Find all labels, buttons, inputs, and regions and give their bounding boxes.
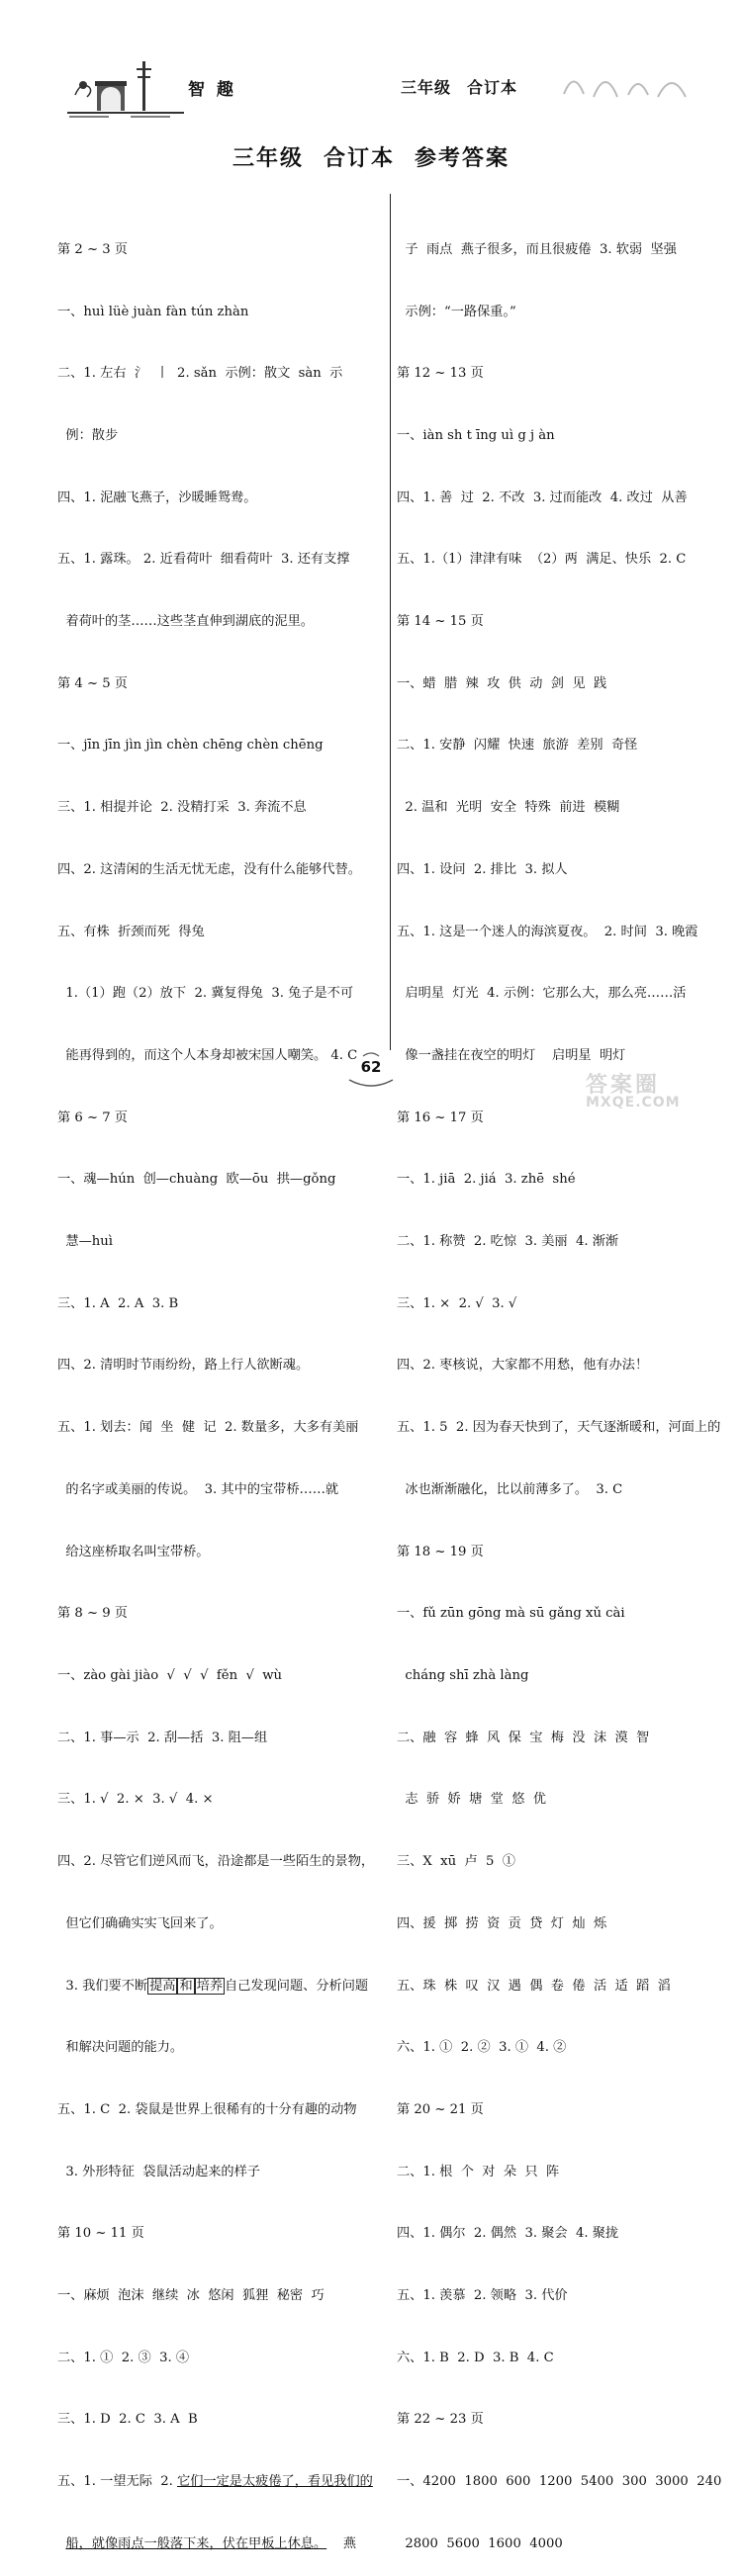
answer-line: 二、1. 称赞 2. 吃惊 3. 美丽 4. 渐渐 (397, 1234, 619, 1250)
answer-line: 的名字或美丽的传说。 3. 其中的宝带桥……就 (57, 1481, 339, 1497)
page-header (0, 0, 742, 129)
answer-line: 一、4200 1800 600 1200 5400 300 3000 240 (397, 2474, 722, 2490)
answer-line: 和解决问题的能力。 (57, 2040, 184, 2056)
answer-line: 一、jīn jīn jìn jìn chèn chēng chèn chēng (57, 738, 324, 754)
answer-line: 二、1. 事—示 2. 刮—括 3. 阻—组 (57, 1730, 268, 1745)
answer-line: 能再得到的，而这个人本身却被宋国人嘲笑。 4. C (57, 1047, 358, 1063)
answer-line: 四、2. 尽管它们逆风而飞，沿途都是一些陌生的景物， (57, 1854, 375, 1870)
answer-line: 示例：“一路保重。” (397, 304, 516, 319)
answer-line: 3. 外形特征 袋鼠活动起来的样子 (57, 2164, 260, 2179)
right-answer-column (397, 199, 722, 2576)
answer-line: 第 2 ~ 3 页 (57, 241, 128, 257)
answer-line: 三、X xū 卢 5 ① (397, 1854, 515, 1870)
answer-line: 二、1. 左右 氵 丨 2. sǎn 示例：散文 sàn 示 (57, 366, 343, 382)
answer-line: 但它们确确实实飞回来了。 (57, 1915, 223, 1931)
title-grade: 三年级 (232, 146, 304, 171)
answer-line: 第 10 ~ 11 页 (57, 2226, 144, 2242)
answer-line: 一、zào gài jiào √ √ √ fěn √ wù (57, 1667, 283, 1683)
answer-line: 第 12 ~ 13 页 (397, 366, 484, 382)
answer-line: 五、1.（1）津津有味 （2）两 满足、快乐 2. C (397, 552, 687, 568)
answer-line: 第 4 ~ 5 页 (57, 675, 128, 691)
answer-line: 四、2. 枣核说，大家都不用愁，他有办法！ (397, 1358, 649, 1374)
watermark-url: MXQE.COM (586, 1095, 681, 1110)
boxed-word: 提高 (149, 1978, 176, 1994)
brand-label: 智 趣 (188, 80, 236, 100)
header-grade: 三年级 (401, 78, 452, 97)
footer-decoration-icon (59, 1048, 336, 1068)
answer-line: 五、1. C 2. 袋鼠是世界上很稀有的十分有趣的动物 (57, 2101, 357, 2117)
answer-line: 给这座桥取名叫宝带桥。 (57, 1544, 210, 1559)
answer-line: 四、1. 偶尔 2. 偶然 3. 聚会 4. 聚拢 (397, 2226, 619, 2242)
answer-line: 例：散步 (57, 427, 119, 443)
answer-line-underlined: 五、1. 一望无际 2. 它们一定是太疲倦了，看见我们的 (57, 2474, 373, 2490)
header-book-info (401, 75, 517, 98)
answer-line: 四、1. 设问 2. 排比 3. 拟人 (397, 861, 568, 877)
boxed-word: 和 (179, 1978, 193, 1994)
page-title (0, 141, 742, 172)
answer-line: 五、1. 5 2. 因为春天快到了，天气逐渐暖和，河面上的 (397, 1420, 721, 1436)
answer-line: 冰也渐渐融化，比以前薄多了。 3. C (397, 1481, 623, 1497)
answer-line: 三、1. D 2. C 3. A B (57, 2412, 198, 2428)
answer-line: 子 雨点 燕子很多，而且很疲倦 3. 软弱 坚强 (397, 241, 677, 257)
underlined-sentence: 它们一定是太疲倦了，看见我们的 (177, 2474, 373, 2490)
answer-line: 第 18 ~ 19 页 (397, 1544, 484, 1559)
title-edition: 合订本 (323, 146, 395, 171)
answer-line: 四、援 掷 捞 资 贡 贷 灯 灿 烁 (397, 1915, 607, 1931)
left-answer-column (57, 199, 386, 2576)
page-number: 62 (360, 1058, 382, 1076)
answer-line: 五、1. 这是一个迷人的海滨夏夜。 2. 时间 3. 晚霞 (397, 924, 698, 939)
answer-line: 五、1. 划去：闻 坐 健 记 2. 数量多，大多有美丽 (57, 1420, 359, 1436)
answer-line: 六、1. B 2. D 3. B 4. C (397, 2350, 554, 2365)
header-decoration-icon (554, 59, 702, 109)
answer-line: 三、1. 相提并论 2. 没精打采 3. 奔流不息 (57, 800, 307, 816)
answer-line: 四、1. 泥融飞燕子，沙暖睡鸳鸯。 (57, 489, 257, 505)
answer-line: 2. 温和 光明 安全 特殊 前进 模糊 (397, 800, 620, 816)
answer-line: 四、2. 清明时节雨纷纷，路上行人欲断魂。 (57, 1358, 310, 1374)
answer-line-with-boxes: 3. 我们要不断 提高 和 培养 自己发现问题、分析问题 (57, 1978, 369, 1994)
answer-line: 二、1. 安静 闪耀 快速 旅游 差别 奇怪 (397, 738, 638, 754)
answer-line: cháng shī zhà làng (397, 1667, 529, 1683)
answer-line: 志 骄 娇 塘 堂 悠 优 (397, 1792, 546, 1808)
answer-line: 一、iàn sh t īng uì g j àn (397, 427, 555, 443)
answer-line: 一、麻烦 泡沫 继续 冰 悠闲 狐狸 秘密 巧 (57, 2288, 325, 2304)
answer-line: 第 22 ~ 23 页 (397, 2412, 484, 2428)
answer-line: 五、1. 露珠。 2. 近看荷叶 细看荷叶 3. 还有支撑 (57, 552, 350, 568)
answer-line: 慧—huì (57, 1234, 113, 1250)
answer-line: 第 20 ~ 21 页 (397, 2101, 484, 2117)
header-edition: 合订本 (467, 78, 518, 97)
answer-line: 第 8 ~ 9 页 (57, 1606, 128, 1622)
answer-line: 五、珠 株 叹 汉 遇 偶 卷 倦 活 适 蹈 滔 (397, 1978, 671, 1994)
title-answers: 参考答案 (415, 146, 510, 171)
underlined-sentence: 船，就像雨点一般落下来，伏在甲板上休息。 (65, 2535, 327, 2551)
answer-line: 着荷叶的茎……这些茎直伸到湖底的泥里。 (57, 614, 314, 630)
boxed-word: 培养 (196, 1978, 224, 1994)
answer-line: 六、1. ① 2. ② 3. ① 4. ② (397, 2040, 567, 2056)
answer-line: 四、1. 善 过 2. 不改 3. 过而能改 4. 改过 从善 (397, 489, 688, 505)
answer-line: 一、huì lüè juàn fàn tún zhàn (57, 304, 249, 319)
answer-line: 像一盏挂在夜空的明灯 启明星 明灯 (397, 1047, 626, 1063)
watermark (586, 1068, 734, 1108)
answer-line: 1.（1）跑（2）放下 2. 冀复得兔 3. 兔子是不可 (57, 986, 354, 1002)
watermark-title: 答案圈 (586, 1073, 661, 1098)
answer-line: 五、1. 羡慕 2. 领略 3. 代价 (397, 2288, 568, 2304)
answer-line: 第 16 ~ 17 页 (397, 1110, 484, 1125)
answer-line: 2800 5600 1600 4000 (397, 2535, 563, 2551)
answer-line: 二、1. ① 2. ③ 3. ④ (57, 2350, 190, 2365)
answer-line: 启明星 灯光 4. 示例：它那么大，那么亮……活 (397, 986, 687, 1002)
answer-line: 一、1. jiā 2. jiá 3. zhē shé (397, 1172, 576, 1188)
answer-line: 五、有株 折颈而死 得兔 (57, 924, 205, 939)
landmark-illustration-icon (61, 55, 190, 121)
answer-line: 二、融 容 蜂 风 保 宝 梅 没 沫 漠 智 (397, 1730, 650, 1745)
answer-line: 三、1. A 2. A 3. B (57, 1295, 179, 1311)
answer-line: 第 14 ~ 15 页 (397, 614, 484, 630)
answer-line: 一、fǔ zūn gōng mà sū gǎng xǔ cài (397, 1606, 625, 1622)
answer-line: 三、1. √ 2. × 3. √ 4. × (57, 1792, 214, 1808)
answer-line: 第 6 ~ 7 页 (57, 1110, 128, 1125)
answer-line-underlined: 船，就像雨点一般落下来，伏在甲板上休息。 燕 (65, 2535, 357, 2551)
answer-line: 三、1. × 2. √ 3. √ (397, 1295, 517, 1311)
answer-line: 二、1. 根 个 对 朵 只 阵 (397, 2164, 560, 2179)
answer-line: 一、魂—hún 创—chuàng 欧—ōu 拱—gǒng (57, 1172, 336, 1188)
answer-line: 四、2. 这清闲的生活无忧无虑，没有什么能够代替。 (57, 861, 361, 877)
answer-line: 一、蜡 腊 辣 攻 供 动 剑 见 践 (397, 675, 607, 691)
column-divider (390, 194, 391, 1050)
